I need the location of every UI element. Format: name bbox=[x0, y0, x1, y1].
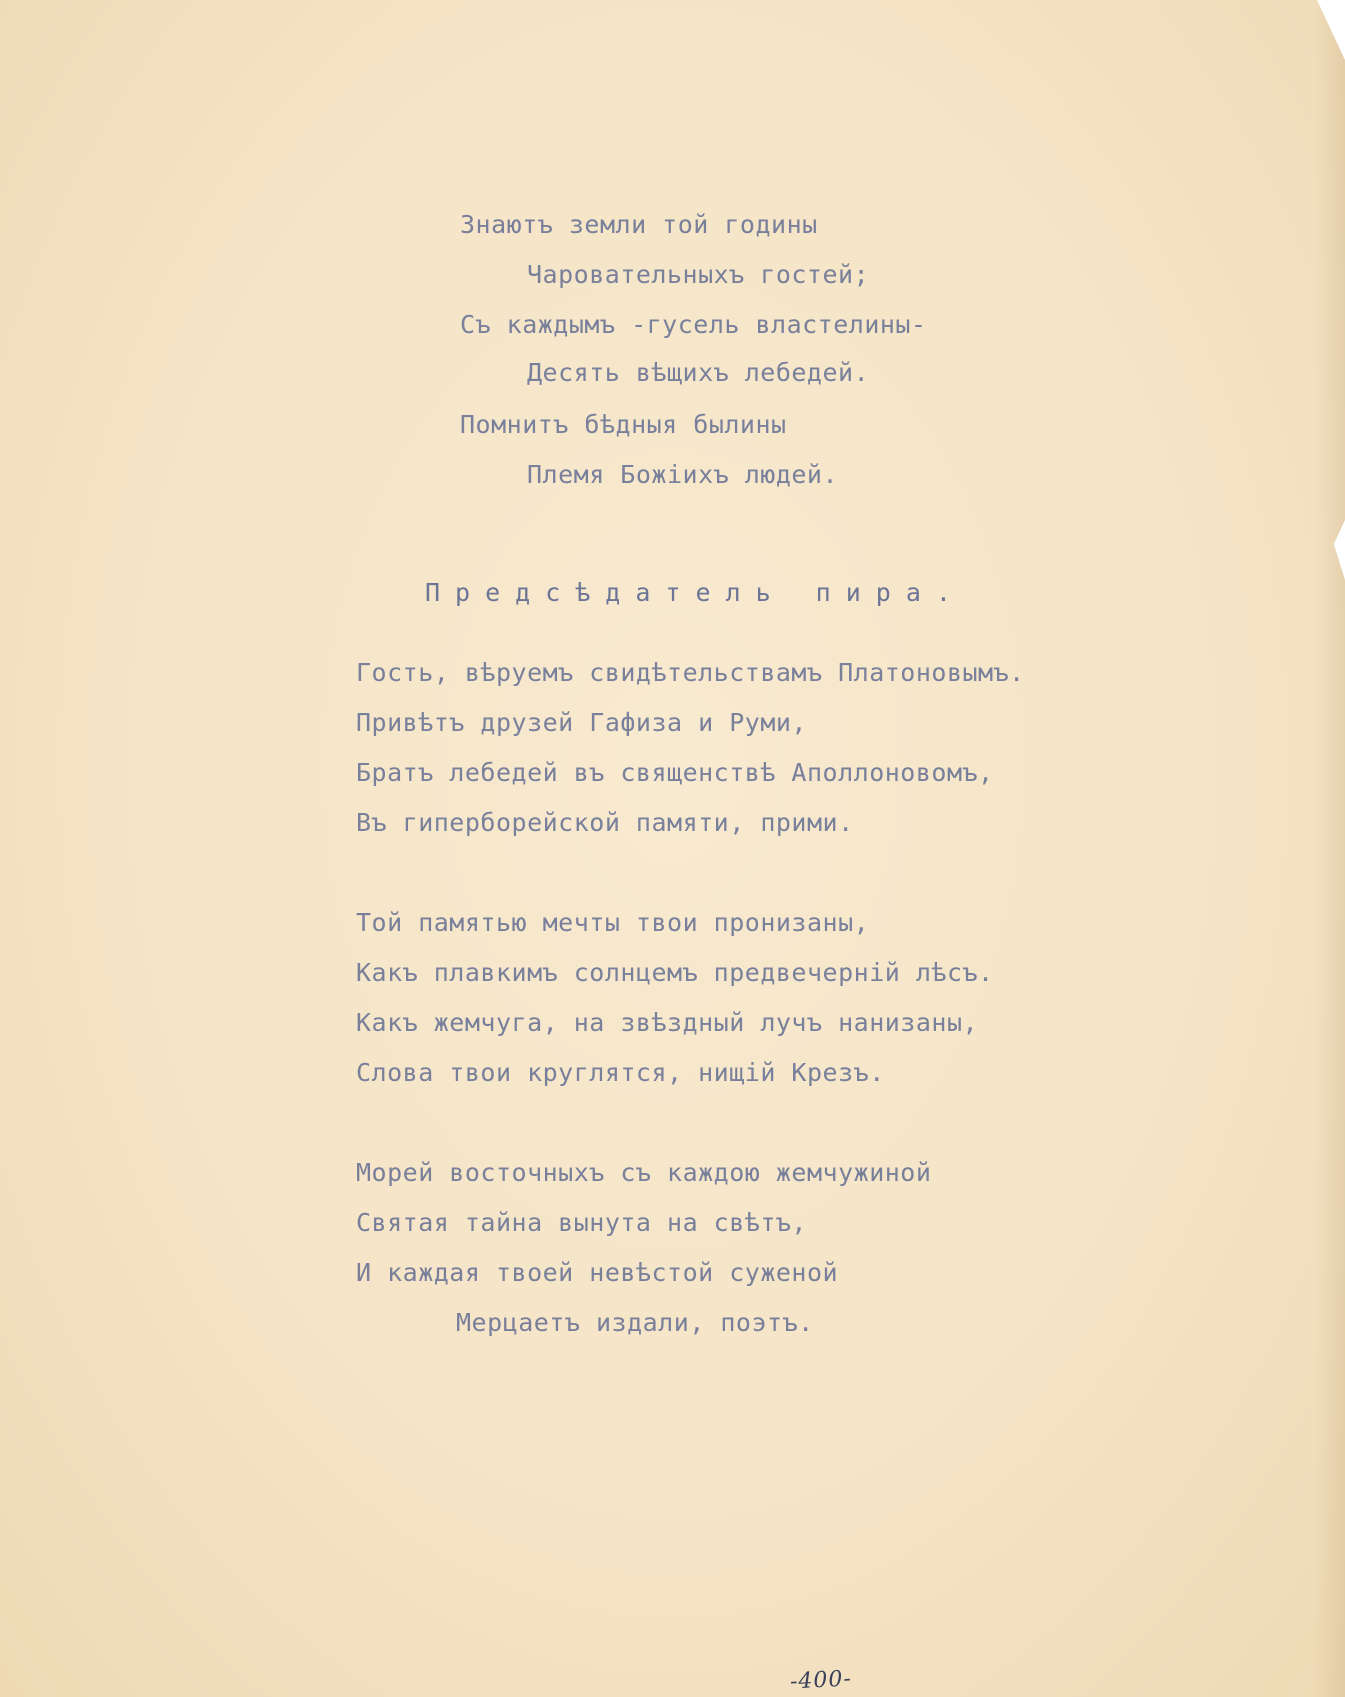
page-number: -400- bbox=[789, 1666, 853, 1695]
stanza-2-line-1: Гость, вѣруемъ свидѣтельствамъ Платоновымъ. bbox=[356, 658, 1025, 687]
stanza-2-line-2: Привѣтъ друзей Гафиза и Руми, bbox=[356, 708, 807, 737]
stanza-1-line-5: Помнитъ бѣдныя былины bbox=[460, 410, 787, 439]
stanza-4-line-1: Морей восточныхъ съ каждою жемчужиной bbox=[356, 1158, 932, 1187]
stanza-4-line-4: Мерцаетъ издали, поэтъ. bbox=[456, 1308, 814, 1337]
stanza-3-line-1: Той памятью мечты твои пронизаны, bbox=[356, 908, 870, 937]
folded-corner bbox=[1317, 0, 1345, 60]
stanza-1-line-3: Съ каждымъ -гусель властелины- bbox=[460, 310, 927, 339]
page-edge-shadow bbox=[1315, 0, 1345, 1697]
speaker-heading: Предсѣдатель пира. bbox=[425, 578, 966, 607]
stanza-3-line-3: Какъ жемчуга, на звѣздный лучъ нанизаны, bbox=[356, 1008, 979, 1037]
stanza-1-line-1: Знаютъ земли той годины bbox=[460, 210, 818, 239]
stanza-1-line-4: Десять вѣщихъ лебедей. bbox=[527, 358, 870, 387]
stanza-3-line-4: Слова твои круглятся, нищій Крезъ. bbox=[356, 1058, 885, 1087]
stanza-1-line-6: Племя Божіихъ людей. bbox=[527, 460, 839, 489]
stanza-4-line-3: И каждая твоей невѣстой суженой bbox=[356, 1258, 839, 1287]
stanza-2-line-4: Въ гиперборейской памяти, прими. bbox=[356, 808, 854, 837]
stanza-1-line-2: Чаровательныхъ гостей; bbox=[527, 260, 870, 289]
stanza-2-line-3: Братъ лебедей въ священствѣ Аполлоновомъ, bbox=[356, 758, 994, 787]
stanza-3-line-2: Какъ плавкимъ солнцемъ предвечерній лѣсъ. bbox=[356, 958, 994, 987]
stanza-4-line-2: Святая тайна вынута на свѣтъ, bbox=[356, 1208, 807, 1237]
